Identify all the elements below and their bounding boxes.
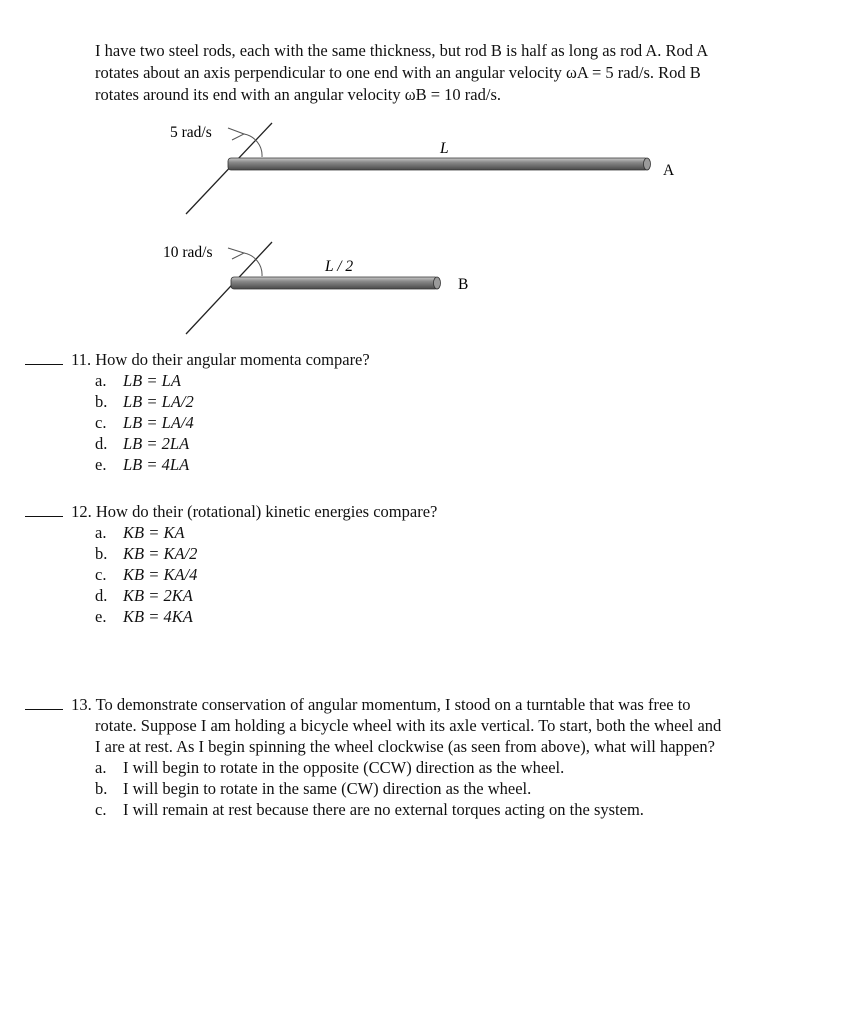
question-number: 13. [71,695,92,714]
rod-b [163,242,468,334]
question-text-line: To demonstrate conservation of angular momentum, I stood on a turntable that was free to [95,695,691,714]
answer-blank[interactable] [25,352,63,365]
rod-b-speed-label: 10 rad/s [163,244,213,261]
option-letter: c. [95,565,107,584]
option[interactable] [95,454,825,475]
option-text: I will begin to rotate in the opposite (CCW) direction as the wheel. [123,758,565,777]
option-letter: e. [95,455,107,474]
question-number: 12. [71,502,92,521]
option-letter: b. [95,544,108,563]
question-11 [25,349,825,475]
option-text: KB = KA/4 [123,565,198,584]
option[interactable] [95,606,825,627]
rod-b-end [434,277,441,289]
intro-line: rotates around its end with an angular velocity ωB = 10 rad/s. [95,85,501,104]
question-text-line: rotate. Suppose I am holding a bicycle wheel with its axle vertical. To start, both the wheel and [95,716,722,735]
option-text: LB = LA/4 [123,413,194,432]
option-text: LB = 4LA [123,455,190,474]
option[interactable] [95,522,825,543]
option-letter: a. [95,758,107,777]
question-number: 11. [71,350,92,369]
option[interactable] [95,757,825,778]
rod-a-speed-label: 5 rad/s [170,124,212,141]
rod-b-body [231,277,438,289]
option-letter: b. [95,392,108,411]
rod-a-end [644,158,651,170]
option-text: KB = KA/2 [123,544,198,563]
option[interactable] [95,412,825,433]
rod-a-length-label: L [440,140,449,157]
intro-line: I have two steel rods, each with the same thickness, but rod B is half as long as rod A. Rod A [95,41,709,60]
rod-a-name-label: A [663,162,675,179]
option-letter: d. [95,434,108,453]
option[interactable] [95,433,825,454]
option-text: I will remain at rest because there are no external torques acting on the system. [123,800,644,819]
question-13 [25,694,825,820]
option-letter: c. [95,800,107,819]
option[interactable] [95,778,825,799]
option-letter: c. [95,413,107,432]
rod-a-rotation-arrow [244,134,262,157]
rod-a-body [228,158,648,170]
option-letter: e. [95,607,107,626]
option-text: LB = 2LA [123,434,190,453]
option[interactable] [95,370,825,391]
option[interactable] [95,585,825,606]
rods-figure [0,0,868,350]
option-text: KB = 2KA [123,586,193,605]
option[interactable] [95,543,825,564]
option[interactable] [95,391,825,412]
option-text: I will begin to rotate in the same (CW) direction as the wheel. [123,779,532,798]
option-letter: d. [95,586,108,605]
intro-line: rotates about an axis perpendicular to one end with an angular velocity ωA = 5 rad/s. Rod B [95,63,701,82]
option-letter: a. [95,371,107,390]
rod-b-length-label: L / 2 [325,258,354,275]
option-text: LB = LA [123,371,181,390]
option-text: LB = LA/2 [123,392,194,411]
question-text-line: I are at rest. As I begin spinning the wheel clockwise (as seen from above), what will happen? [95,737,715,756]
option-letter: b. [95,779,108,798]
rod-a [170,123,675,214]
answer-blank[interactable] [25,697,63,710]
option[interactable] [95,564,825,585]
rod-b-name-label: B [458,276,469,293]
question-text: How do their (rotational) kinetic energies compare? [95,502,438,521]
option-text: KB = KA [123,523,185,542]
option-text: KB = 4KA [123,607,193,626]
question-12 [25,501,825,627]
option[interactable] [95,799,825,820]
answer-blank[interactable] [25,504,63,517]
option-letter: a. [95,523,107,542]
question-text: How do their angular momenta compare? [95,350,370,369]
